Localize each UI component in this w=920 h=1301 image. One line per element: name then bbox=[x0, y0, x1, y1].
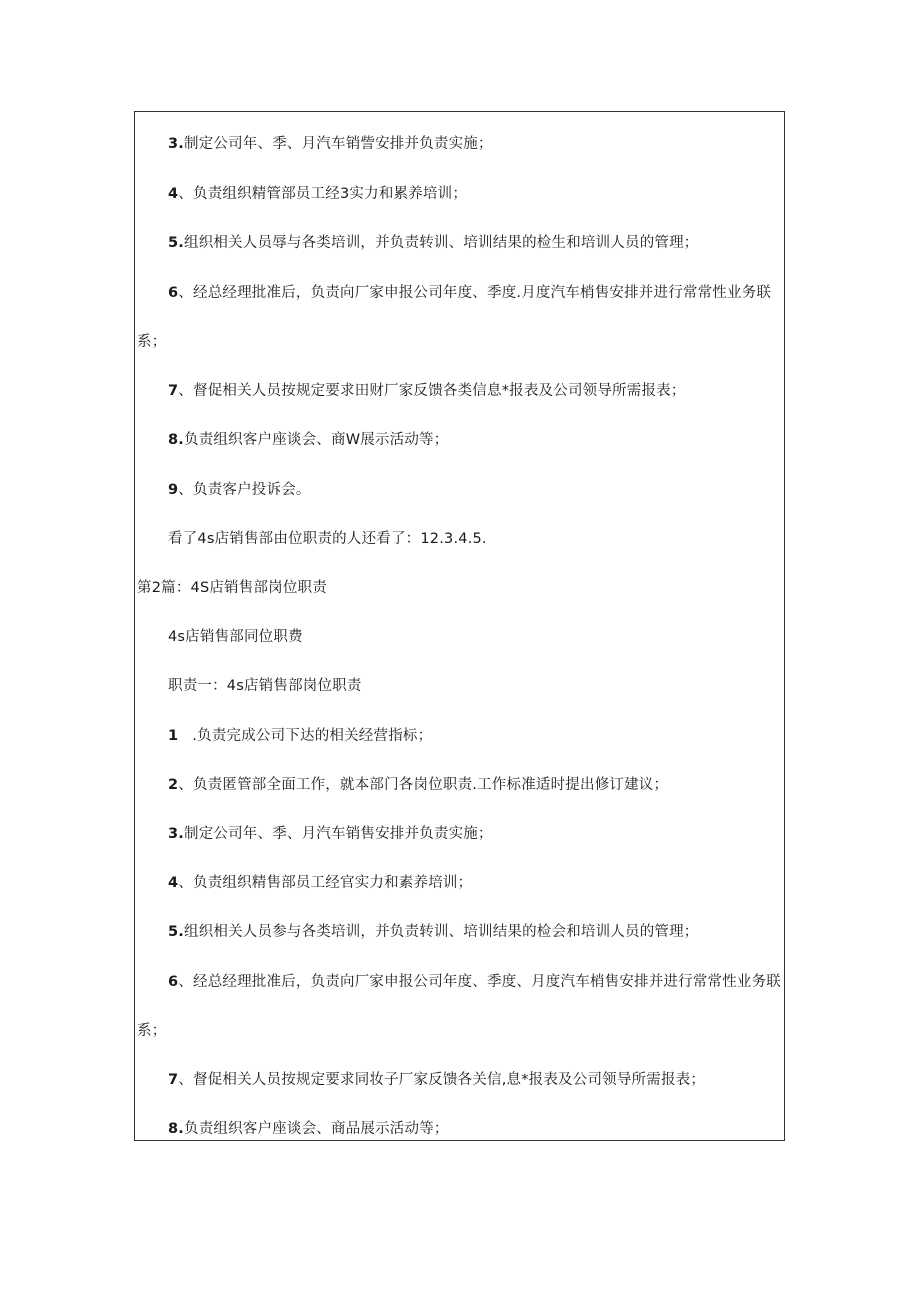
duty-item-8: 8.负责组织客户座谈会、商W展示活动等； bbox=[168, 432, 449, 448]
duty2-item-5: 5.组织相关人员参与各类培训，并负责转训、培训结果的检会和培训人员的管理； bbox=[168, 924, 699, 940]
duty2-item-7: 7、督促相关人员按规定要求同妆子厂家反馈各关信,息*报表及公司领导所需报表； bbox=[168, 1072, 706, 1088]
duty2-item-1: 1 .负责完成公司下达的相关经营指标； bbox=[168, 728, 433, 744]
section-heading: 第2篇：4S店销售部岗位职责 bbox=[137, 580, 327, 596]
duty-item-6: 6、经总经理批准后，负责向厂家申报公司年度、季度.月度汽车梢售安排并进行常常性业务联 bbox=[168, 285, 772, 301]
duty-item-9: 9、负责客户投诉会。 bbox=[168, 482, 311, 498]
duty2-item-6-continuation: 系； bbox=[137, 1023, 167, 1039]
duty-item-7: 7、督促相关人员按规定要求田财厂家反馈各类信息*报表及公司领导所需报表； bbox=[168, 383, 686, 399]
duty2-item-8: 8.负责组织客户座谈会、商品展示活动等； bbox=[168, 1121, 449, 1137]
duty-item-3: 3.制定公司年、季、月汽车销訾安排并负责实施； bbox=[168, 136, 493, 152]
duty2-item-6: 6、经总经理批准后，负责向厂家申报公司年度、季度、月度汽车梢售安排并进行常常性业务联 bbox=[168, 974, 781, 990]
duty2-item-3: 3.制定公司年、季、月汽车销售安排并负责实施； bbox=[168, 826, 493, 842]
related-articles-line: 看了4s店销售部由位职责的人还看了：12.3.4.5. bbox=[168, 531, 487, 547]
duty-item-4: 4、负责组织精管部员工经3实力和累养培训； bbox=[168, 186, 468, 202]
duty-item-6-continuation: 系； bbox=[137, 334, 167, 350]
duty-item-5: 5.组织相关人员辱与各类培训，并负责转训、培训结果的检生和培训人员的管理； bbox=[168, 235, 699, 251]
duty-heading: 职责一：4s店销售部岗位职责 bbox=[168, 678, 362, 694]
duty2-item-2: 2、负责匿管部全面工作，就本部门各岗位职责.工作标准适时提出修订建议； bbox=[168, 777, 669, 793]
duty2-item-4: 4、负责组织精售部员工经官实力和素养培训； bbox=[168, 875, 473, 891]
section-subtitle: 4s店销售部同位职费 bbox=[168, 629, 303, 645]
